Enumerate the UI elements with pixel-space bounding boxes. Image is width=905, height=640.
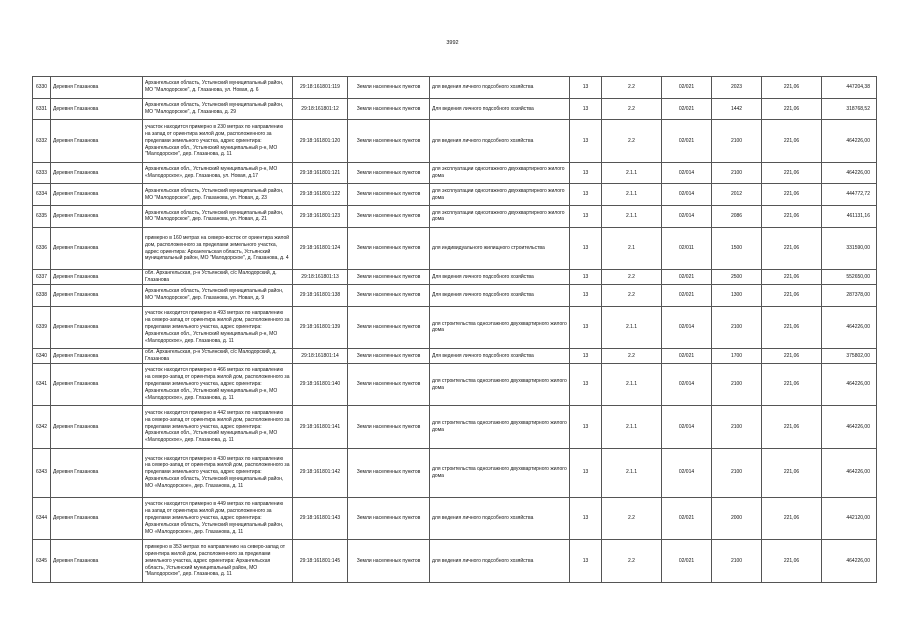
group-code-cell: 13 [570, 540, 602, 582]
classifier-code-cell: 02/014 [662, 184, 712, 206]
subgroup-code-cell: 2.2 [602, 285, 662, 307]
subgroup-code-cell: 2.1.1 [602, 448, 662, 497]
land-category-cell: Земли населенных пунктов [348, 227, 430, 269]
classifier-code-cell: 02/021 [662, 540, 712, 582]
subgroup-code-cell: 2.2 [602, 120, 662, 162]
settlement-name-cell: Деревня Глазанова [51, 77, 143, 99]
table-row [33, 206, 877, 228]
row-number-cell: 6342 [33, 406, 51, 448]
cadastral-number-cell: 29:18:161801:145 [293, 540, 348, 582]
permitted-use-cell: Для ведения личного подсобного хозяйства [430, 349, 570, 364]
unit-value-cell: 221,06 [762, 227, 822, 269]
area-cell: 2100 [712, 363, 762, 405]
subgroup-code-cell: 2.2 [602, 270, 662, 285]
cadastral-number-cell: 29:18:161801:122 [293, 184, 348, 206]
land-category-cell: Земли населенных пунктов [348, 498, 430, 540]
settlement-name-cell: Деревня Глазанова [51, 363, 143, 405]
land-category-cell: Земли населенных пунктов [348, 306, 430, 348]
cadastral-value-cell: 287378,00 [822, 285, 877, 307]
group-code-cell: 13 [570, 406, 602, 448]
table-row [33, 270, 877, 285]
cadastral-number-cell: 29:18:161801:121 [293, 162, 348, 184]
permitted-use-cell: для эксплуатации одноэтажного двухквартирного жилого дома [430, 162, 570, 184]
group-code-cell: 13 [570, 270, 602, 285]
subgroup-code-cell: 2.2 [602, 98, 662, 120]
cadastral-number-cell: 29:18:161801:124 [293, 227, 348, 269]
land-category-cell: Земли населенных пунктов [348, 406, 430, 448]
subgroup-code-cell: 2.2 [602, 498, 662, 540]
permitted-use-cell: для эксплуатации одноэтажного двухквартирного жилого дома [430, 206, 570, 228]
classifier-code-cell: 02/021 [662, 98, 712, 120]
unit-value-cell: 221,06 [762, 184, 822, 206]
row-number-cell: 6337 [33, 270, 51, 285]
land-category-cell: Земли населенных пунктов [348, 349, 430, 364]
settlement-name-cell: Деревня Глазанова [51, 448, 143, 497]
address-cell: участок находится примерно в 430 метрах по направлению на северо-запад от ориентира жилой дом, расположенного за пределами земельного участка, адрес ориентира: Архангельская область, Устьянский муниципальный район, МО «Малодорское», дер. Глазанова, д. 11 [143, 448, 293, 497]
group-code-cell: 13 [570, 349, 602, 364]
settlement-name-cell: Деревня Глазанова [51, 227, 143, 269]
subgroup-code-cell: 2.1.1 [602, 162, 662, 184]
permitted-use-cell: для ведения личного подсобного хозяйства [430, 540, 570, 582]
classifier-code-cell: 02/021 [662, 120, 712, 162]
settlement-name-cell: Деревня Глазанова [51, 349, 143, 364]
settlement-name-cell: Деревня Глазанова [51, 285, 143, 307]
group-code-cell: 13 [570, 448, 602, 497]
row-number-cell: 6332 [33, 120, 51, 162]
classifier-code-cell: 02/021 [662, 270, 712, 285]
cadastral-value-cell: 464226,00 [822, 448, 877, 497]
area-cell: 2100 [712, 540, 762, 582]
land-category-cell: Земли населенных пунктов [348, 162, 430, 184]
table-row [33, 349, 877, 364]
table-row [33, 363, 877, 405]
page-number: 3992 [446, 40, 459, 46]
area-cell: 2100 [712, 448, 762, 497]
classifier-code-cell: 02/021 [662, 285, 712, 307]
land-category-cell: Земли населенных пунктов [348, 540, 430, 582]
permitted-use-cell: Для ведения личного подсобного хозяйства [430, 285, 570, 307]
area-cell: 1700 [712, 349, 762, 364]
cadastral-number-cell: 29:18:161801:138 [293, 285, 348, 307]
permitted-use-cell: для индивидуального жилищного строительства [430, 227, 570, 269]
subgroup-code-cell: 2.2 [602, 540, 662, 582]
land-category-cell: Земли населенных пунктов [348, 448, 430, 497]
cadastral-value-cell: 447204,38 [822, 77, 877, 99]
settlement-name-cell: Деревня Глазанова [51, 406, 143, 448]
unit-value-cell: 221,06 [762, 349, 822, 364]
row-number-cell: 6333 [33, 162, 51, 184]
land-category-cell: Земли населенных пунктов [348, 270, 430, 285]
classifier-code-cell: 02/021 [662, 349, 712, 364]
settlement-name-cell: Деревня Глазанова [51, 306, 143, 348]
address-cell: участок находится примерно в 493 метрах по направлению на северо-запад от ориентира жилой дом, расположенного за пределами земельного участка, адрес ориентира: Архангельская обл., Устьянский муниципальный р-н, МО «Малодорское», дер. Глазанова, д. 11 [143, 306, 293, 348]
cadastral-value-cell: 442120,00 [822, 498, 877, 540]
cadastral-value-cell: 461131,16 [822, 206, 877, 228]
cadastral-number-cell: 29:18:161801:120 [293, 120, 348, 162]
area-cell: 2100 [712, 306, 762, 348]
group-code-cell: 13 [570, 120, 602, 162]
row-number-cell: 6340 [33, 349, 51, 364]
unit-value-cell: 221,06 [762, 406, 822, 448]
group-code-cell: 13 [570, 77, 602, 99]
address-cell: Архангельская область, Устьянский муниципальный район, МО "Малодорское", д. Глазанова, ул. Новая, д. 6 [143, 77, 293, 99]
classifier-code-cell: 02/014 [662, 406, 712, 448]
cadastral-number-cell: 29:18:161801:123 [293, 206, 348, 228]
subgroup-code-cell: 2.1.1 [602, 406, 662, 448]
settlement-name-cell: Деревня Глазанова [51, 206, 143, 228]
settlement-name-cell: Деревня Глазанова [51, 540, 143, 582]
subgroup-code-cell: 2.1 [602, 227, 662, 269]
land-category-cell: Земли населенных пунктов [348, 77, 430, 99]
cadastral-number-cell: 29:18:161801:119 [293, 77, 348, 99]
address-cell: Архангельская обл., Устьянский муниципальный р-н, МО «Малодорское», дер. Глазанова, ул. Новая, д.17 [143, 162, 293, 184]
unit-value-cell: 221,06 [762, 270, 822, 285]
area-cell: 1500 [712, 227, 762, 269]
permitted-use-cell: для ведения личного подсобного хозяйства [430, 77, 570, 99]
settlement-name-cell: Деревня Глазанова [51, 120, 143, 162]
subgroup-code-cell: 2.1.1 [602, 184, 662, 206]
group-code-cell: 13 [570, 285, 602, 307]
table-row [33, 306, 877, 348]
subgroup-code-cell: 2.2 [602, 77, 662, 99]
table-row [33, 184, 877, 206]
table-row [33, 540, 877, 582]
address-cell: обл. Архангельская, р-н Устьянский, с/с Малодорский, д. Глазанова [143, 349, 293, 364]
unit-value-cell: 221,06 [762, 162, 822, 184]
permitted-use-cell: для строительства одноэтажного двухквартирного жилого дома [430, 306, 570, 348]
unit-value-cell: 221,06 [762, 77, 822, 99]
settlement-name-cell: Деревня Глазанова [51, 184, 143, 206]
permitted-use-cell: для ведения личного подсобного хозяйства [430, 120, 570, 162]
row-number-cell: 6343 [33, 448, 51, 497]
area-cell: 2100 [712, 162, 762, 184]
cadastral-number-cell: 29:18:161801:141 [293, 406, 348, 448]
area-cell: 2100 [712, 120, 762, 162]
area-cell: 2023 [712, 77, 762, 99]
cadastral-value-table [32, 76, 877, 583]
land-category-cell: Земли населенных пунктов [348, 285, 430, 307]
land-category-cell: Земли населенных пунктов [348, 363, 430, 405]
row-number-cell: 6330 [33, 77, 51, 99]
cadastral-number-cell: 29:18:161801:12 [293, 98, 348, 120]
permitted-use-cell: для строительства одноэтажного двухквартирного жилого дома [430, 363, 570, 405]
cadastral-value-cell: 464226,00 [822, 406, 877, 448]
row-number-cell: 6334 [33, 184, 51, 206]
classifier-code-cell: 02/021 [662, 77, 712, 99]
address-cell: обл. Архангельская, р-н Устьянский, с/с Малодорский, д. Глазанова [143, 270, 293, 285]
cadastral-value-cell: 552650,00 [822, 270, 877, 285]
table-row [33, 77, 877, 99]
land-category-cell: Земли населенных пунктов [348, 120, 430, 162]
unit-value-cell: 221,06 [762, 448, 822, 497]
row-number-cell: 6336 [33, 227, 51, 269]
cadastral-number-cell: 29:18:161801:143 [293, 498, 348, 540]
land-category-cell: Земли населенных пунктов [348, 184, 430, 206]
cadastral-value-cell: 444772,72 [822, 184, 877, 206]
area-cell: 1300 [712, 285, 762, 307]
row-number-cell: 6338 [33, 285, 51, 307]
area-cell: 2500 [712, 270, 762, 285]
cadastral-value-cell: 464226,00 [822, 120, 877, 162]
address-cell: Архангельская область, Устьянский муниципальный район, МО "Малодорское", дер. Глазанова, ул. Новая, д. 9 [143, 285, 293, 307]
cadastral-value-cell: 331590,00 [822, 227, 877, 269]
subgroup-code-cell: 2.2 [602, 349, 662, 364]
cadastral-value-cell: 318768,52 [822, 98, 877, 120]
address-cell: Архангельская область, Устьянский муниципальный район, МО "Малодорское", д. Глазанова, д. 29 [143, 98, 293, 120]
settlement-name-cell: Деревня Глазанова [51, 98, 143, 120]
area-cell: 2086 [712, 206, 762, 228]
area-cell: 2012 [712, 184, 762, 206]
land-category-cell: Земли населенных пунктов [348, 206, 430, 228]
classifier-code-cell: 02/011 [662, 227, 712, 269]
permitted-use-cell: для строительства одноэтажного двухквартирного жилого дома [430, 406, 570, 448]
row-number-cell: 6335 [33, 206, 51, 228]
group-code-cell: 13 [570, 363, 602, 405]
unit-value-cell: 221,06 [762, 306, 822, 348]
land-category-cell: Земли населенных пунктов [348, 98, 430, 120]
row-number-cell: 6339 [33, 306, 51, 348]
table-row [33, 406, 877, 448]
address-cell: Архангельская область, Устьянский муниципальный район, МО "Малодорское", дер. Глазанова, ул. Новая, д. 21 [143, 206, 293, 228]
group-code-cell: 13 [570, 227, 602, 269]
group-code-cell: 13 [570, 162, 602, 184]
table-row [33, 448, 877, 497]
address-cell: примерно в 160 метрах на северо-восток от ориентира жилой дом, расположенного за пределами земельного участка, адрес ориентира: Архангельская область, Устьянский муниципальный район, МО "Малодорское", д. Глазанова, д. 4 [143, 227, 293, 269]
row-number-cell: 6344 [33, 498, 51, 540]
table-row [33, 98, 877, 120]
cadastral-number-cell: 29:18:161801:14 [293, 349, 348, 364]
area-cell: 2000 [712, 498, 762, 540]
address-cell: участок находится примерно в 449 метрах по направлению на запад от ориентира жилой дом, расположенного за пределами земельного участка, адрес ориентира: Архангельская область, Устьянский муниципальный район, МО «Малодорское», дер. Глазанова, д. 11 [143, 498, 293, 540]
unit-value-cell: 221,06 [762, 98, 822, 120]
row-number-cell: 6331 [33, 98, 51, 120]
permitted-use-cell: для строительства одноэтажного двухквартирного жилого дома [430, 448, 570, 497]
classifier-code-cell: 02/014 [662, 306, 712, 348]
group-code-cell: 13 [570, 306, 602, 348]
address-cell: участок находится примерно в 466 метрах по направлению на северо-запад от ориентира жилой дом, расположенного за пределами земельного участка, адрес ориентира: Архангельская обл., Устьянский муниципальный р-н, МО «Малодорское», дер. Глазанова, д. 11 [143, 363, 293, 405]
cadastral-value-cell: 375802,00 [822, 349, 877, 364]
area-cell: 1442 [712, 98, 762, 120]
cadastral-number-cell: 29:18:161801:139 [293, 306, 348, 348]
row-number-cell: 6341 [33, 363, 51, 405]
unit-value-cell: 221,06 [762, 498, 822, 540]
cadastral-value-cell: 464226,00 [822, 540, 877, 582]
area-cell: 2100 [712, 406, 762, 448]
unit-value-cell: 221,06 [762, 363, 822, 405]
address-cell: Архангельская область, Устьянский муниципальный район, МО "Малодорское", дер. Глазанова, ул. Новая, д. 23 [143, 184, 293, 206]
cadastral-value-cell: 464226,00 [822, 306, 877, 348]
table-row [33, 285, 877, 307]
unit-value-cell: 221,06 [762, 120, 822, 162]
table-row [33, 162, 877, 184]
classifier-code-cell: 02/014 [662, 206, 712, 228]
cadastral-number-cell: 29:18:161801:13 [293, 270, 348, 285]
cadastral-number-cell: 29:18:161801:142 [293, 448, 348, 497]
classifier-code-cell: 02/021 [662, 498, 712, 540]
group-code-cell: 13 [570, 98, 602, 120]
cadastral-value-cell: 464226,00 [822, 363, 877, 405]
subgroup-code-cell: 2.1.1 [602, 206, 662, 228]
settlement-name-cell: Деревня Глазанова [51, 162, 143, 184]
group-code-cell: 13 [570, 206, 602, 228]
table-row [33, 227, 877, 269]
classifier-code-cell: 02/014 [662, 162, 712, 184]
address-cell: участок находится примерно в 230 метрах по направлению на запад от ориентира жилой дом, расположенного за пределами земельного участка, адрес ориентира: Архангельская обл., Устьянский муниципальный р-н, МО "Малодорское", дер. Глазанова, д. 11 [143, 120, 293, 162]
classifier-code-cell: 02/014 [662, 363, 712, 405]
classifier-code-cell: 02/014 [662, 448, 712, 497]
table-body [33, 77, 877, 583]
cadastral-value-cell: 464226,00 [822, 162, 877, 184]
unit-value-cell: 221,06 [762, 285, 822, 307]
permitted-use-cell: Для ведения личного подсобного хозяйства [430, 98, 570, 120]
settlement-name-cell: Деревня Глазанова [51, 270, 143, 285]
group-code-cell: 13 [570, 498, 602, 540]
permitted-use-cell: для ведения личного подсобного хозяйства [430, 498, 570, 540]
address-cell: участок находится примерно в 442 метрах по направлению на северо-запад от ориентира жилой дом, расположенного за пределами земельного участка, адрес ориентира: Архангельская обл., Устьянский муниципальный р-н, МО «Малодорское», дер. Глазанова, д. 11 [143, 406, 293, 448]
cadastral-number-cell: 29:18:161801:140 [293, 363, 348, 405]
unit-value-cell: 221,06 [762, 206, 822, 228]
address-cell: примерно в 353 метрах по направлению на северо-запад от ориентира жилой дом, расположенного за пределами земельного участка, адрес ориентира: Архангельская область, Устьянский муниципальный район, МО "Малодорское", дер. Глазанова, д. 11 [143, 540, 293, 582]
permitted-use-cell: для эксплуатации одноэтажного двухквартирного жилого дома [430, 184, 570, 206]
subgroup-code-cell: 2.1.1 [602, 306, 662, 348]
permitted-use-cell: Для ведения личного подсобного хозяйства [430, 270, 570, 285]
settlement-name-cell: Деревня Глазанова [51, 498, 143, 540]
row-number-cell: 6345 [33, 540, 51, 582]
subgroup-code-cell: 2.1.1 [602, 363, 662, 405]
table-row [33, 120, 877, 162]
table-row [33, 498, 877, 540]
unit-value-cell: 221,06 [762, 540, 822, 582]
group-code-cell: 13 [570, 184, 602, 206]
